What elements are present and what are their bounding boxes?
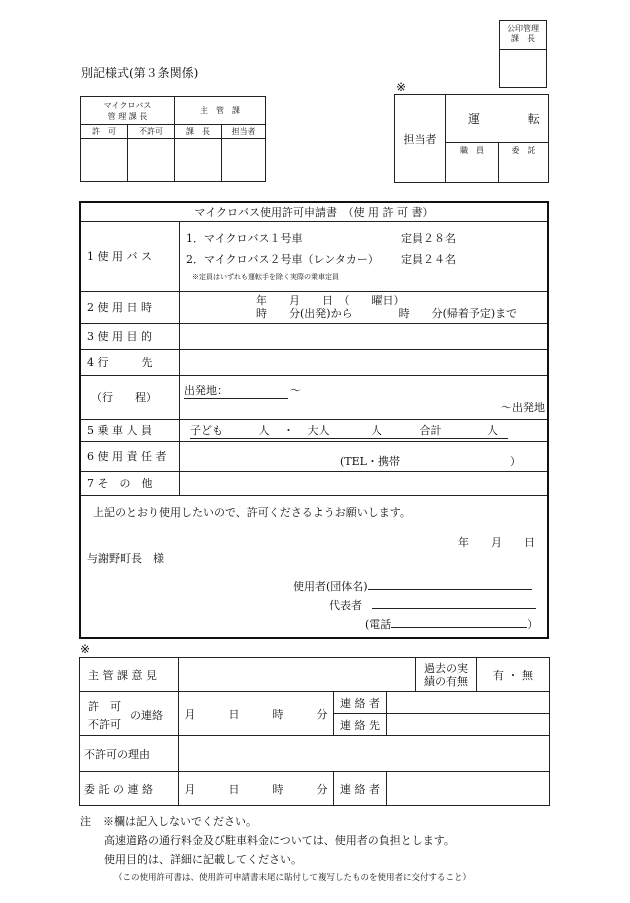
passengers-field[interactable]: [180, 419, 548, 441]
adults-label: 大人: [307, 423, 330, 437]
staff-stamp-cell[interactable]: [222, 139, 266, 182]
seal-label-2: 課 長: [511, 34, 535, 43]
depart-time: 時 分(出発)から: [256, 307, 353, 320]
tel-close: ）: [509, 454, 521, 468]
driving-label-2: 転: [527, 112, 540, 126]
not-permit-stamp-cell[interactable]: [128, 139, 175, 182]
permit-label: 許 可: [81, 125, 128, 139]
bus-note: ※定員はいずれも運転手を除く実際の乗車定員: [192, 273, 339, 281]
note-4: （この使用許可書は、使用許可申請書末尾に貼付して複写したものを使用者に交付すること）: [114, 873, 472, 883]
bus-option-2[interactable]: 2．マイクロバス２号車（レンタカー）: [186, 253, 379, 266]
other-label: 7 そ の 他: [81, 471, 180, 495]
separator: ・: [283, 423, 294, 437]
request-text: 上記のとおり使用したいので、許可くださるようお願いします。: [93, 505, 411, 519]
total-unit: 人: [487, 423, 498, 437]
permit-label-2: 許 可: [88, 700, 121, 713]
chief-stamp-cell[interactable]: [175, 139, 222, 182]
opinion-field[interactable]: [179, 658, 416, 692]
tilde: 〜: [290, 383, 301, 397]
responsible-label: 6 使 用 責 任 者: [81, 441, 180, 471]
passengers-label: 5 乗 車 人 員: [81, 419, 180, 441]
form-title: マイクロバス使用許可申請書 （使 用 許 可 書）: [81, 203, 547, 221]
reason-label: 不許可の理由: [80, 736, 179, 772]
application-form: [79, 201, 549, 639]
tel-label: (TEL・携帯: [340, 454, 400, 468]
itinerary-field[interactable]: [180, 375, 548, 419]
purpose-field[interactable]: [180, 323, 548, 349]
purpose-label: 3 使 用 目 的: [81, 323, 180, 349]
bus-capacity-2: 定員２４名: [401, 253, 456, 266]
addressee: 与謝野町長 様: [87, 551, 164, 565]
date-field[interactable]: [180, 291, 548, 323]
permit-stamp-cell[interactable]: [81, 139, 128, 182]
responsible-field[interactable]: [180, 441, 548, 471]
asterisk-mark: ※: [396, 80, 407, 94]
employee-label: 職 員: [446, 143, 499, 183]
adults-unit: 人: [371, 423, 382, 437]
staff-label: 担当者: [222, 125, 266, 139]
yes-no-option[interactable]: 有 ・ 無: [477, 658, 550, 692]
driver-table: [394, 94, 549, 183]
main-dept-label: 主 管 課: [175, 97, 266, 125]
note-2: 高速道路の通行料金及び駐車料金については、使用者の負担とします。: [104, 834, 455, 847]
contact-person-field[interactable]: [387, 692, 550, 714]
children-label: 子ども: [190, 423, 223, 437]
sign-date: 年 月 日: [458, 535, 535, 549]
user-input[interactable]: [368, 578, 532, 590]
form-reference: 別記様式(第３条関係): [81, 66, 199, 80]
bus-option-1[interactable]: 1．マイクロバス１号車: [186, 232, 303, 245]
outsource-contact-person-label: 連 絡 者: [334, 772, 387, 806]
outsource-contact-person-field[interactable]: [387, 772, 550, 806]
person-in-charge-label: 担当者: [395, 95, 446, 183]
destination-label: 4 行 先: [81, 349, 180, 375]
note-label: 注: [80, 815, 91, 828]
phone-close: ）: [527, 617, 539, 631]
user-label: 使用者(団体名): [293, 579, 368, 593]
total-label: 合計: [419, 423, 442, 437]
contact-to-field[interactable]: [387, 714, 550, 736]
return-label: 〜出発地: [501, 400, 545, 414]
past-record-label: 過去の実 績の有無: [416, 658, 477, 692]
phone-label: (電話: [365, 617, 392, 631]
other-field[interactable]: [180, 471, 548, 495]
permit-datetime[interactable]: 月 日 時 分: [179, 692, 334, 736]
note-1: ※欄は記入しないでください。: [103, 815, 257, 828]
outsource-datetime[interactable]: 月 日 時 分: [179, 772, 334, 806]
approval-table: [80, 96, 266, 182]
outsourced-label: 委 託: [499, 143, 549, 183]
children-unit: 人: [258, 423, 270, 437]
rep-input[interactable]: [372, 597, 536, 609]
driving-label-1: 運: [468, 112, 481, 126]
date-line-1: 年 月 日 （ 曜日）: [256, 294, 405, 307]
reason-field[interactable]: [179, 736, 550, 772]
seal-label-1: 公印管理: [507, 24, 539, 33]
internal-table: [79, 657, 550, 806]
depart-label: 出発地：: [184, 382, 288, 399]
outsource-contact-label: 委 託 の 連 絡: [80, 772, 179, 806]
not-permit-label: 不許可: [128, 125, 175, 139]
notes: [80, 812, 471, 888]
itinerary-label: （行 程）: [81, 375, 180, 419]
rep-label: 代表者: [329, 598, 362, 612]
bus-label: 1 使 用 バ ス: [81, 221, 180, 291]
destination-field[interactable]: [180, 349, 548, 375]
chief-label: 課 長: [175, 125, 222, 139]
contact-to-label: 連 絡 先: [334, 714, 387, 736]
contact-of-label: の連絡: [130, 709, 163, 722]
phone-input[interactable]: [391, 616, 527, 628]
note-3: 使用目的は、詳細に記載してください。: [104, 853, 302, 866]
return-time: 時 分(帰着予定)まで: [398, 307, 518, 320]
seal-box: [499, 20, 547, 88]
contact-person-label: 連 絡 者: [334, 692, 387, 714]
date-label: 2 使 用 日 時: [81, 291, 180, 323]
microbus-manager-label: マイクロバス 管 理 課 長: [81, 97, 175, 125]
opinion-label: 主 管 課 意 見: [80, 658, 179, 692]
not-permit-label-2: 不許可: [88, 718, 121, 731]
asterisk-mark-2: ※: [80, 642, 91, 656]
bus-capacity-1: 定員２８名: [401, 232, 456, 245]
